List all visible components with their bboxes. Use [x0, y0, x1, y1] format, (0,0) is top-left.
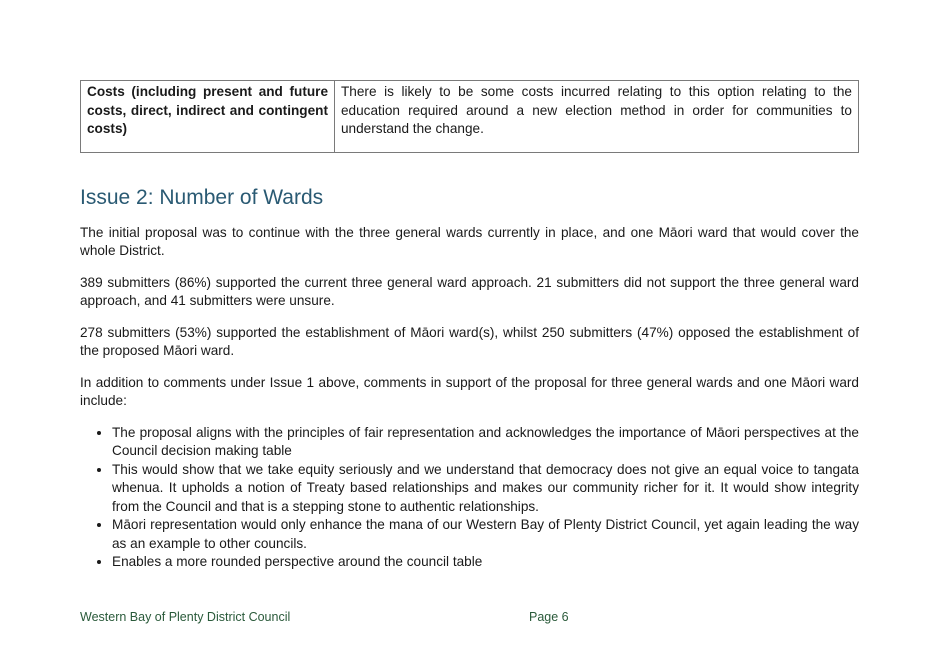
list-item: • Māori representation would only enhance the mana of our Western Bay of Plenty District Council, yet again leading the way as an example to other councils.	[112, 516, 859, 553]
costs-label-cell: Costs (including present and future costs, direct, indirect and contingent costs)	[81, 81, 335, 153]
paragraph-maori-ward-support: 278 submitters (53%) supported the establishment of Māori ward(s), whilst 250 submitters (47%) opposed the establishment of the proposed Māori ward.	[80, 324, 859, 358]
footer-organisation: Western Bay of Plenty District Council	[80, 610, 291, 624]
list-item: • Enables a more rounded perspective around the council table	[112, 553, 859, 572]
table-row	[81, 81, 859, 153]
footer-page-number: Page 6	[529, 610, 569, 624]
costs-value-cell: There is likely to be some costs incurred relating to this option relating to the education required around a new election method in order for communities to understand the change.	[335, 81, 859, 153]
section-heading: Issue 2: Number of Wards	[80, 185, 324, 209]
document-page	[80, 80, 859, 572]
paragraph-comments-intro: In addition to comments under Issue 1 above, comments in support of the proposal for three general wards and one Māori ward include:	[80, 374, 859, 408]
comments-list	[80, 424, 859, 572]
costs-table	[80, 80, 859, 153]
paragraph-general-ward-support: 389 submitters (86%) supported the current three general ward approach. 21 submitters did not support the three general ward approach, and 41 submitters were unsure.	[80, 274, 859, 308]
paragraph-initial-proposal: The initial proposal was to continue with the three general wards currently in place, and one Māori ward that would cover the whole District.	[80, 224, 859, 258]
list-item: • This would show that we take equity seriously and we understand that democracy does not give an equal voice to tangata whenua. It upholds a notion of Treaty based relationships and makes our community richer for it. It would show integrity from the Council and that is a stepping stone to authentic relationships.	[112, 461, 859, 517]
list-item: • The proposal aligns with the principles of fair representation and acknowledges the importance of Māori perspectives at the Council decision making table	[112, 424, 859, 461]
